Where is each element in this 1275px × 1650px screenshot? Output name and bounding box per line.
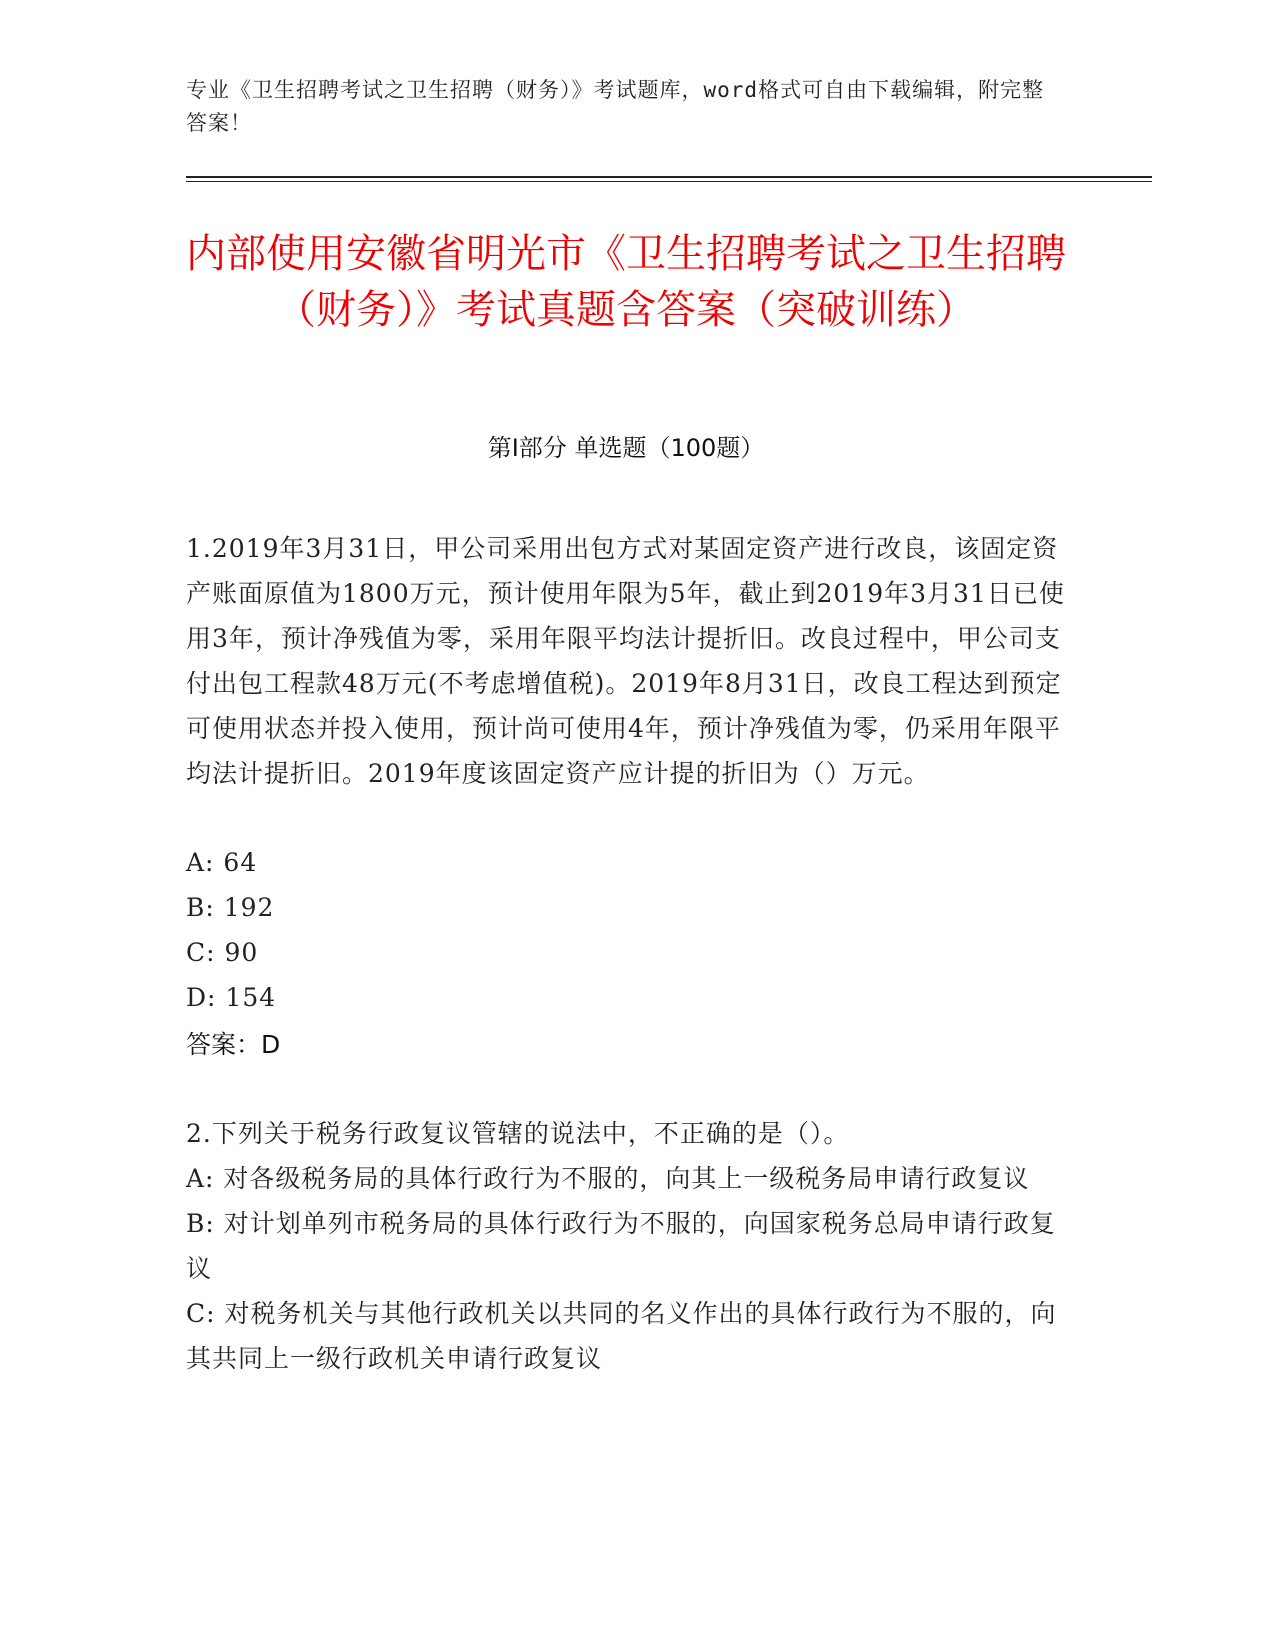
question-2-option-b: B: 对计划单列市税务局的具体行政行为不服的，向国家税务总局申请行政复议 [186,1209,1056,1283]
question-1-stem: 1.2019年3月31日，甲公司采用出包方式对某固定资产进行改良，该固定资产账面原值为1800万元，预计使用年限为5年，截止到2019年3月31日已使用3年，预计净残值为零，采用年限平均法计提折旧。改良过程中，甲公司支付出包工程款48万元(不考虑增值税)。2019年8月31日，改良工程达到预定可使用状态并投入使用，预计尚可使用4年，预计净残值为零，仍采用年限平均法计提折旧。2019年度该固定资产应计提的折旧为（）万元。 [186,534,1065,788]
question-2-block [186,1111,1066,1381]
question-1-answer: 答案：D [186,1030,281,1059]
document-title: 内部使用安徽省明光市《卫生招聘考试之卫生招聘（财务）》考试真题含答案（突破训练） [186,231,1066,333]
header-divider-thin [186,181,1152,182]
question-1-option-c: C: 90 [186,938,259,967]
question-1-option-b: B: 192 [186,893,275,922]
question-2-stem: 2.下列关于税务行政复议管辖的说法中，不正确的是（）。 [186,1119,850,1148]
header-note: 专业《卫生招聘考试之卫生招聘（财务）》考试题库，word格式可自由下载编辑，附完整答案！ [186,78,1045,135]
question-2-option-c: C: 对税务机关与其他行政机关以共同的名义作出的具体行政行为不服的，向其共同上一级行政机关申请行政复议 [186,1299,1057,1373]
question-1-option-a: A: 64 [186,848,258,877]
question-1-options [186,840,1066,1020]
question-1-option-d: D: 154 [186,983,277,1012]
header-divider-thick [186,176,1152,178]
section-title: 第Ⅰ部分 单选题（100题） [487,434,765,462]
question-2-option-a: A: 对各级税务局的具体行政行为不服的，向其上一级税务局申请行政复议 [186,1164,1030,1193]
